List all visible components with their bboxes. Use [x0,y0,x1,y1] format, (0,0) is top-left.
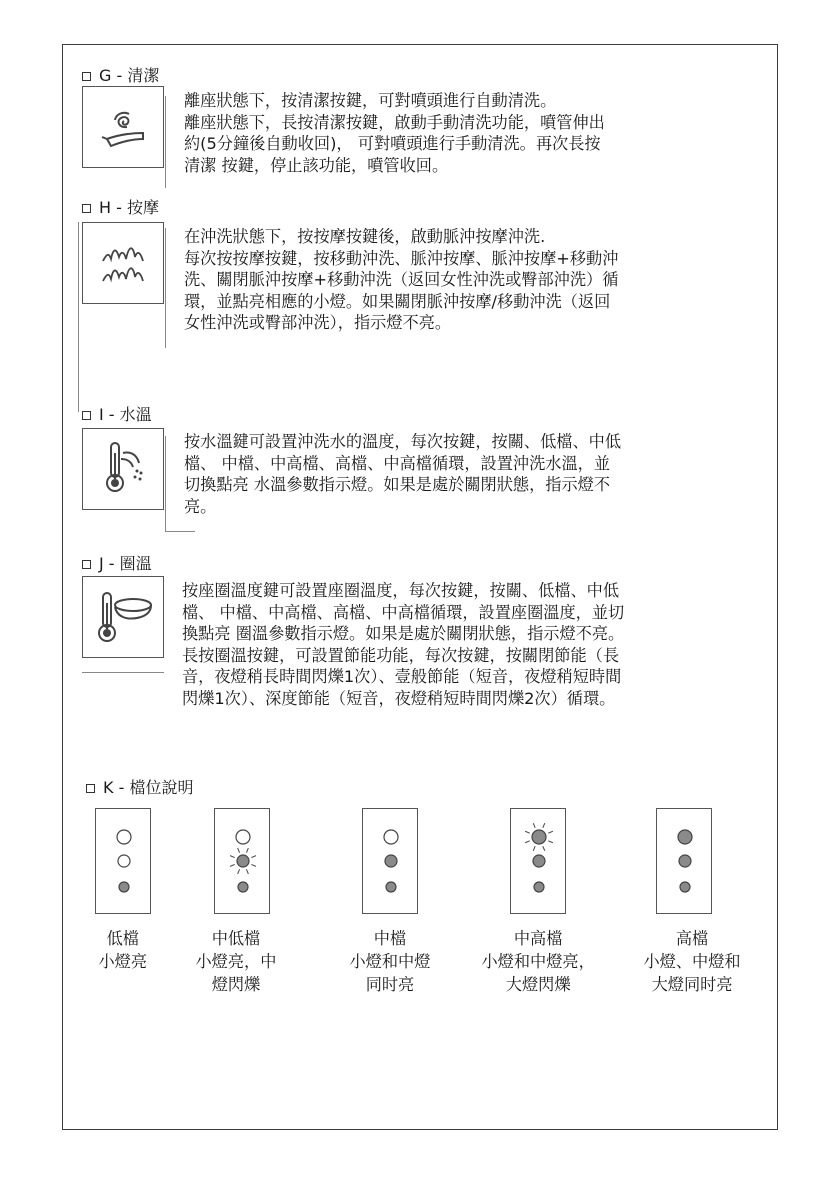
section-i-side-rule [165,436,166,532]
seat-temperature-icon [82,576,164,658]
level-caption [644,927,741,996]
level-caption [350,927,431,996]
level-caption-line: 高檔 [675,929,709,948]
section-j-heading [82,554,152,574]
level-box [656,808,712,914]
section-h-line: 環，並點亮相應的小燈。如果關閉脈沖按摩/移動沖洗（返回 [184,291,611,311]
section-j-rule [82,672,164,673]
level-box [362,808,418,914]
section-j-checkbox [82,560,91,569]
section-h-left-rule [78,222,79,412]
section-j-title: J - 圈溫 [99,554,152,573]
section-i-text [184,431,621,517]
section-j-text [182,580,624,709]
level-caption-line: 燈閃爍 [211,975,261,994]
section-g-line: 離座狀態下，按清潔按鍵，可對噴頭進行自動清洗。 [184,91,557,110]
indicator-light-on [680,882,690,892]
level-caption-line: 同时亮 [365,975,415,994]
section-i-rule [165,531,195,532]
section-j-line: 閃爍1次）、深度節能（短音，夜燈稍短時間閃爍2次）循環。 [182,688,616,708]
indicator-light-flash [237,855,249,867]
section-h-checkbox [82,204,91,213]
level-caption-line: 中高檔 [513,929,563,948]
section-g-title: G - 清潔 [99,66,160,85]
section-i-line: 按水溫鍵可設置沖洗水的溫度，每次按鍵，按關、低檔、中低 [184,432,622,451]
section-i-line: 檔、 中檔、中高檔、高檔、中高檔循環，設置沖洗水溫，並 [184,453,611,473]
section-g-line: 約(5分鐘後自動收回)， 可對噴頭進行手動清洗。再次長按 [184,134,601,153]
section-j-line: 長按圈溫按鍵，可設置節能功能，每次按鍵，按關閉節能（長 [182,645,620,665]
section-k-heading [86,778,193,798]
level-caption [482,927,595,996]
section-h-line: 在沖洗狀態下，按按摩按鍵後，啟動脈沖按摩沖洗. [184,227,546,246]
level-caption [196,927,277,996]
section-h-heading [82,198,159,218]
indicator-light-flash [532,830,546,844]
section-i-heading [82,405,152,425]
section-h-title: H - 按摩 [99,198,159,217]
level-caption-line: 中檔 [373,929,407,948]
section-g-text [184,90,605,176]
level-box [510,808,566,914]
indicator-light-on [386,882,396,892]
section-h-line: 女性沖洗或臀部沖洗），指示燈不亮。 [184,313,452,332]
level-box [95,808,151,914]
level-caption-line: 小燈亮 [98,952,148,971]
section-j-line: 檔、 中檔、中高檔、高檔、中高檔循環，設置座圈溫度，並切 [182,602,625,622]
section-g-heading [82,66,159,86]
level-caption-line: 小燈亮，中 [195,952,277,971]
section-h-line: 每次按按摩按鍵，按移動沖洗、脈沖按摩、脈沖按摩+移動沖 [184,248,619,268]
level-caption-line: 大燈同时亮 [651,975,733,994]
level-caption-line: 小燈和中燈 [349,952,431,971]
level-caption-line: 大燈閃爍 [505,975,571,994]
level-caption-line: 小燈、中燈和 [643,952,741,971]
level-caption-line: 小燈和中燈亮， [481,952,595,971]
indicator-light-off [118,855,130,867]
level-caption [99,927,148,973]
level-box [214,808,270,914]
section-g-checkbox [82,72,91,81]
section-k-checkbox [86,784,95,793]
section-i-title: I - 水溫 [99,405,152,424]
indicator-light-off [117,830,131,844]
section-i-checkbox [82,411,91,420]
section-k-title: K - 檔位說明 [103,778,194,797]
level-caption-line: 低檔 [106,929,139,948]
indicator-light-off [384,830,398,844]
cleaning-nozzle-icon [82,86,164,168]
section-h-rule [165,228,166,348]
indicator-light-on [679,855,691,867]
section-i-line: 切換點亮 水溫參數指示燈。如果是處於關閉狀態，指示燈不 [184,475,611,494]
indicator-light-on [119,882,129,892]
section-i-line: 亮。 [184,496,217,516]
indicator-light-on [533,855,545,867]
section-g-rule [165,96,166,188]
indicator-light-on [238,882,248,892]
section-g-line: 清潔 按鍵，停止該功能，噴管收回。 [184,155,449,175]
indicator-light-on [534,882,544,892]
section-j-line: 按座圈溫度鍵可設置座圈溫度，每次按鍵，按關、低檔、中低 [182,581,620,600]
water-temperature-icon [82,428,164,510]
section-h-text [184,226,618,334]
section-g-line: 離座狀態下，長按清潔按鍵，啟動手動清洗功能，噴管伸出 [184,112,605,132]
indicator-light-on [678,830,692,844]
indicator-light-on [385,855,397,867]
massage-wave-icon [82,222,164,304]
section-h-line: 洗、關閉脈沖按摩+移動沖洗（返回女性沖洗或臀部沖洗）循 [184,270,619,289]
indicator-light-off [236,830,250,844]
level-caption-line: 中低檔 [211,929,261,948]
section-j-line: 換點亮 圈溫參數指示燈。如果是處於關閉狀態，指示燈不亮。 [182,624,625,643]
section-j-line: 音，夜燈稍長時間閃爍1次）、壹般節能（短音，夜燈稍短時間 [182,667,622,686]
